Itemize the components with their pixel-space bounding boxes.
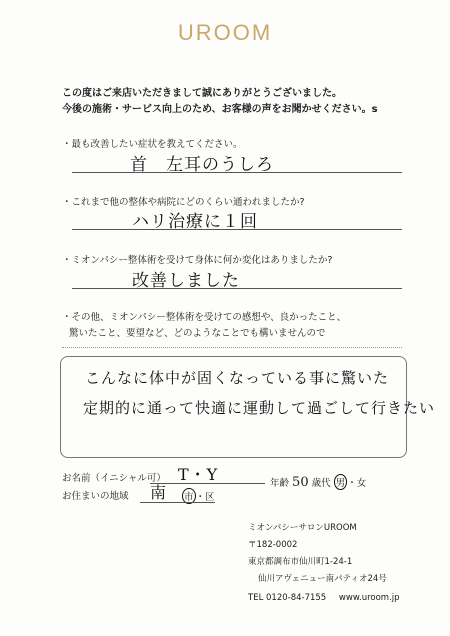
name-underline [150, 483, 265, 484]
age-field [270, 474, 366, 490]
area-unit-city-circled: 市 [182, 488, 196, 504]
intro-line-2: 今後の施術・サービス向上のため、お客様の声をお聞かせください。s [62, 104, 378, 115]
area-unit-ward: 区 [205, 492, 215, 503]
answer-2: ハリ治療に１回 [132, 212, 258, 232]
comment-box [60, 356, 436, 458]
comment-line-2: 定期的に通って快適に運動して過ごして行きたい [83, 399, 436, 417]
answer-1-line [72, 172, 402, 173]
question-3: ・ミオンパシー整体術を受けて身体に何か変化はありましたか? [62, 255, 333, 266]
intro-text [62, 86, 378, 118]
company-web: www.uroom.jp [338, 593, 400, 603]
comment-question-line-1: ・その他、ミオンパシー整体術を受けての感想や、良かったこと、 [62, 312, 347, 323]
company-address-2: 仙川アヴェニュー南パティオ24号 [258, 574, 387, 584]
company-postal: 〒182-0002 [248, 540, 298, 550]
company-name: ミオンパシーサロンUROOM [248, 523, 357, 533]
age-value: 50 [292, 475, 309, 490]
comment-line-1: こんなに体中が固くなっている事に驚いた [85, 369, 390, 387]
answer-3-line [72, 288, 402, 289]
age-label-post: 歳代 [311, 478, 331, 489]
comment-question-line-2: 驚いたこと、要望など、どのようなことでも構いませんので [69, 328, 326, 339]
gender-male-circled: 男 [334, 474, 348, 490]
dotted-divider [62, 347, 402, 348]
company-tel: TEL 0120-84-7155 [248, 593, 327, 603]
question-1: ・最も改善したい症状を教えてください。 [62, 139, 243, 150]
area-underline [140, 502, 215, 503]
intro-line-1: この度はご来店いただきまして誠にありがとうございました。 [62, 88, 342, 99]
area-unit-separator: ・ [195, 492, 206, 503]
answer-3: 改善しました [132, 271, 240, 291]
question-2: ・これまで他の整体や病院にどのくらい通われましたか? [62, 197, 305, 208]
area-value: 南 [150, 483, 168, 502]
answer-1: 首 左耳のうしろ [130, 155, 274, 175]
age-label-pre: 年齢 [270, 478, 290, 489]
answer-2-line [72, 229, 402, 230]
uroom-logo: UROOM [177, 20, 273, 45]
gender-female: 女 [356, 478, 367, 489]
company-address-1: 東京都調布市仙川町1-24-1 [248, 557, 353, 567]
area-label: お住まいの地域 [62, 491, 129, 502]
company-contact [248, 590, 400, 607]
comment-question [62, 310, 346, 342]
gender-separator: ・ [347, 478, 357, 489]
name-value: T・Y [178, 465, 219, 484]
name-label: お名前（イニシャル可） [62, 473, 166, 484]
